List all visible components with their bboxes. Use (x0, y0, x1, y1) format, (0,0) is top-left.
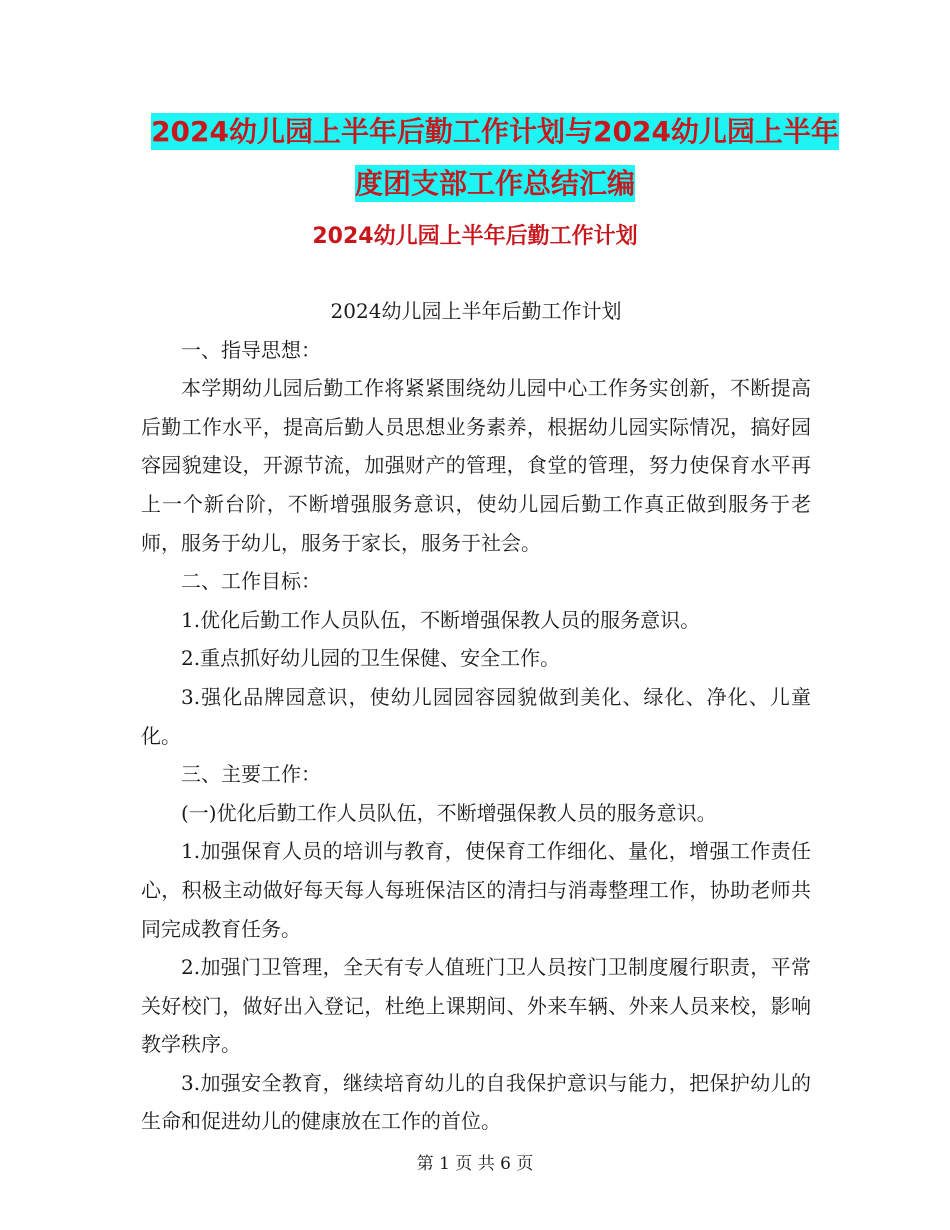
paragraph: 2.加强门卫管理，全天有专人值班门卫人员按门卫制度履行职责，平常关好校门，做好出入登记，杜绝上课期间、外来车辆、外来人员来校，影响教学秩序。 (141, 955, 811, 1057)
document-title-line2: 度团支部工作总结汇编 (354, 167, 635, 200)
paragraph-heading-3: 三、主要工作： (181, 762, 321, 787)
section-title: 2024幼儿园上半年后勤工作计划 (312, 224, 638, 249)
paragraph: 3.加强安全教育，继续培育幼儿的自我保护意识与能力，把保护幼儿的生命和促进幼儿的健康放在工作的首位。 (141, 1070, 811, 1134)
paragraph: 1.加强保育人员的培训与教育，使保育工作细化、量化，增强工作责任心，积极主动做好每天每人每班保洁区的清扫与消毒整理工作，协助老师共同完成教育任务。 (141, 839, 811, 941)
paragraph: (一)优化后勤工作人员队伍，不断增强保教人员的服务意识。 (181, 800, 717, 825)
paragraph: 3.强化品牌园意识，使幼儿园园容园貌做到美化、绿化、净化、儿童化。 (141, 684, 811, 748)
paragraph-heading-2: 二、工作目标： (181, 569, 321, 594)
document-title-line1: 2024幼儿园上半年后勤工作计划与2024幼儿园上半年 (151, 115, 839, 148)
paragraph: 本学期幼儿园后勤工作将紧紧围绕幼儿园中心工作务实创新，不断提高后勤工作水平，提高后勤人员思想业务素养，根据幼儿园实际情况，搞好园容园貌建设，开源节流，加强财产的管理，食堂的管理，努力使保育水平再上一个新台阶，不断增强服务意识，使幼儿园后勤工作真正做到服务于老师，服务于幼儿，服务于家长，服务于社会。 (141, 376, 811, 555)
document-body (141, 292, 811, 1141)
document-title (140, 106, 850, 210)
page-footer: 第 1 页 共 6 页 (416, 1154, 534, 1174)
document-subtitle: 2024幼儿园上半年后勤工作计划 (330, 299, 622, 323)
paragraph-heading-1: 一、指导思想： (181, 337, 321, 362)
paragraph: 1.优化后勤工作人员队伍，不断增强保教人员的服务意识。 (181, 607, 701, 632)
paragraph: 2.重点抓好幼儿园的卫生保健、安全工作。 (181, 646, 561, 671)
